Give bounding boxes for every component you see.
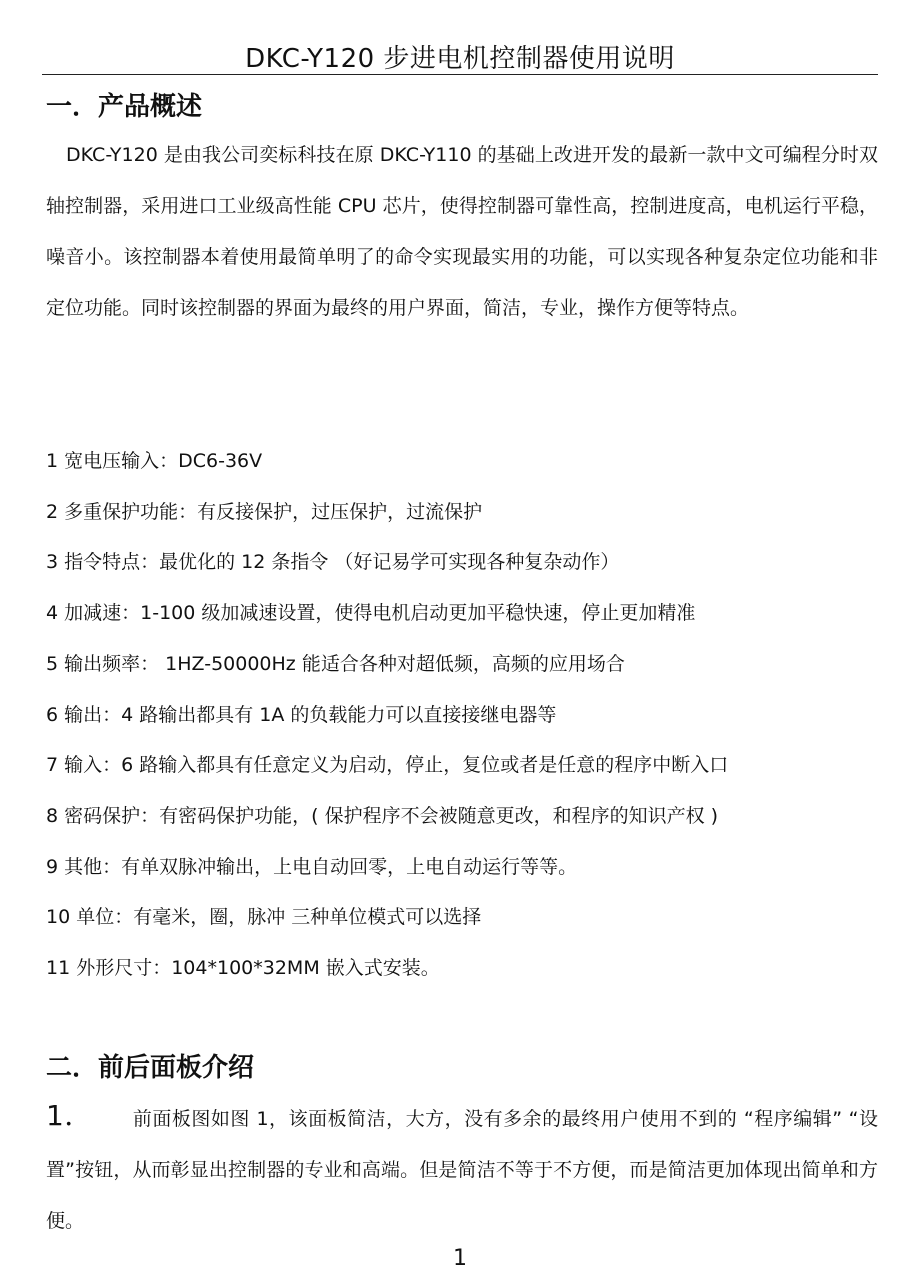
feature-item: 3 指令特点：最优化的 12 条指令 （好记易学可实现各种复杂动作） [46, 551, 620, 573]
section-heading-panels: 二．前后面板介绍 [46, 1053, 255, 1083]
section-heading-overview: 一．产品概述 [46, 92, 203, 122]
feature-item: 11 外形尺寸：104*100*32MM 嵌入式安装。 [46, 957, 440, 979]
feature-item: 7 输入：6 路输入都具有任意定义为启动，停止，复位或者是任意的程序中断入口 [46, 754, 729, 776]
panel-paragraph [46, 1090, 878, 1247]
page-number: 1 [453, 1246, 467, 1271]
feature-item: 9 其他：有单双脉冲输出，上电自动回零，上电自动运行等等。 [46, 856, 578, 878]
panel-paragraph-text: 前面板图如图 1，该面板简洁，大方，没有多余的最终用户使用不到的 “程序编辑” “设置”按钮，从而彰显出控制器的专业和高端。但是简洁不等于不方便，而是简洁更加体现出简单和方便。 [46, 1108, 878, 1232]
feature-item: 2 多重保护功能：有反接保护，过压保护，过流保护 [46, 501, 483, 523]
feature-item: 5 输出频率： 1HZ-50000Hz 能适合各种对超低频，高频的应用场合 [46, 653, 625, 675]
feature-item: 6 输出：4 路输出都具有 1A 的负载能力可以直接接继电器等 [46, 704, 557, 726]
feature-item: 4 加减速：1-100 级加减速设置，使得电机启动更加平稳快速，停止更加精准 [46, 602, 696, 624]
header-divider [42, 74, 878, 75]
feature-item: 10 单位：有毫米，圈，脉冲 三种单位模式可以选择 [46, 906, 482, 928]
document-title: DKC-Y120 步进电机控制器使用说明 [245, 44, 675, 74]
feature-item: 1 宽电压输入：DC6-36V [46, 450, 263, 472]
feature-item: 8 密码保护：有密码保护功能，( 保护程序不会被随意更改，和程序的知识产权 ) [46, 805, 719, 827]
overview-paragraph: DKC-Y120 是由我公司奕标科技在原 DKC-Y110 的基础上改进开发的最新一款中文可编程分时双轴控制器，采用进口工业级高性能 CPU 芯片，使得控制器可靠性高，控制进度高，电机运行平稳，噪音小。该控制器本着使用最简单明了的命令实现最实用的功能，可以实现各种复杂定位功能和非定位功能。同时该控制器的界面为最终的用户界面，简洁，专业，操作方便等特点。 [46, 144, 878, 319]
list-number: 1． [46, 1099, 93, 1132]
